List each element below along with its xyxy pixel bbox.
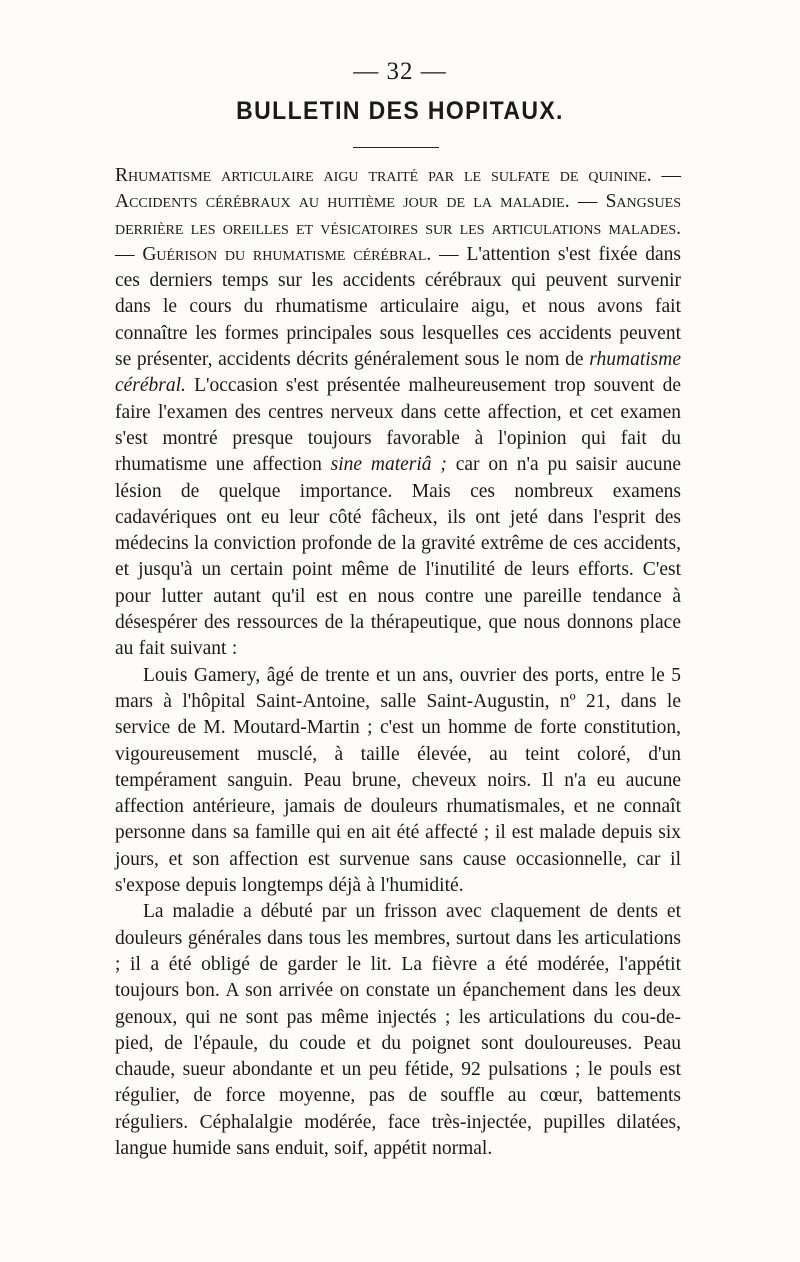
paragraph-1	[115, 163, 681, 663]
running-title: BULLETIN DES HOPITAUX.	[236, 97, 564, 125]
paragraph-2: Louis Gamery, âgé de trente et un ans, ouvrier des ports, entre le 5 mars à l'hôpital Saint-Antoine, salle Saint-Augustin, nº 21, dans le service de M. Moutard-Martin ; c'est un homme de forte constitution, vigoureusement musclé, à taille élevée, au teint coloré, d'un tempérament sanguin. Peau brune, cheveux noirs. Il n'a eu aucune affection antérieure, jamais de douleurs rhumatismales, et ne connaît personne dans sa famille qui en ait été affecté ; il est malade depuis six jours, et son affection est survenue sans cause occasionnelle, car il s'expose depuis longtemps déjà à l'humidité.	[115, 664, 681, 897]
article-body	[115, 163, 681, 1162]
title-rule	[353, 147, 439, 148]
page-number: — 32 —	[353, 58, 447, 85]
paragraph-1-emphasis-2: sine materiâ ;	[330, 454, 447, 476]
paragraph-1-emphasis-1: rhumatisme cérébral.	[115, 349, 681, 397]
paragraph-1-text-c: car on n'a pu saisir aucune lésion de quelque importance. Mais ces nombreux examens cadavériques ont eu leur côté fâcheux, ils ont jeté dans l'esprit des médecins la conviction profonde de la gravité extrême de ces accidents, et jusqu'à un certain point même de l'inutilité de leurs efforts. C'est pour lutter autant qu'il est en nous contre une pareille tendance à désespérer des ressources de la thérapeutique, que nous donnons place au fait suivant :	[115, 454, 681, 660]
paragraph-1-text-b: L'occasion s'est présentée malheureusement trop souvent de faire l'examen des centres nerveux dans cette affection, et cet examen s'est montré presque toujours favorable à l'opinion qui fait du rhumatisme une affection	[115, 375, 681, 476]
paragraph-3: La maladie a débuté par un frisson avec claquement de dents et douleurs générales dans tous les membres, surtout dans les articulations ; il a été obligé de garder le lit. La fièvre a été modérée, l'appétit toujours bon. A son arrivée on constate un épanchement dans les deux genoux, qui ne sont pas même injectés ; les articulations du cou-de-pied, de l'épaule, du coude et du poignet sont douloureuses. Peau chaude, sueur abondante et un peu fétide, 92 pulsations ; le pouls est régulier, de force moyenne, pas de souffle au cœur, battements réguliers. Céphalalgie modérée, face très-injectée, pupilles dilatées, langue humide sans enduit, soif, appétit normal.	[115, 901, 681, 1159]
paragraph-1-text-a: L'attention s'est fixée dans ces derniers temps sur les accidents cérébraux qui peuvent survenir dans le cours du rhumatisme articulaire aigu, et nous avons fait connaître les formes principales sous lesquelles ces accidents peuvent se présenter, accidents décrits généralement sous le nom de	[115, 243, 682, 371]
article-heading: Rhumatisme articulaire aigu traité par le sulfate de quinine. — Accidents cérébraux au huitième jour de la maladie. — Sangsues derrière les oreilles et vésicatoires sur les articulations malades. — Guérison du rhumatisme cérébral. —	[115, 165, 681, 265]
